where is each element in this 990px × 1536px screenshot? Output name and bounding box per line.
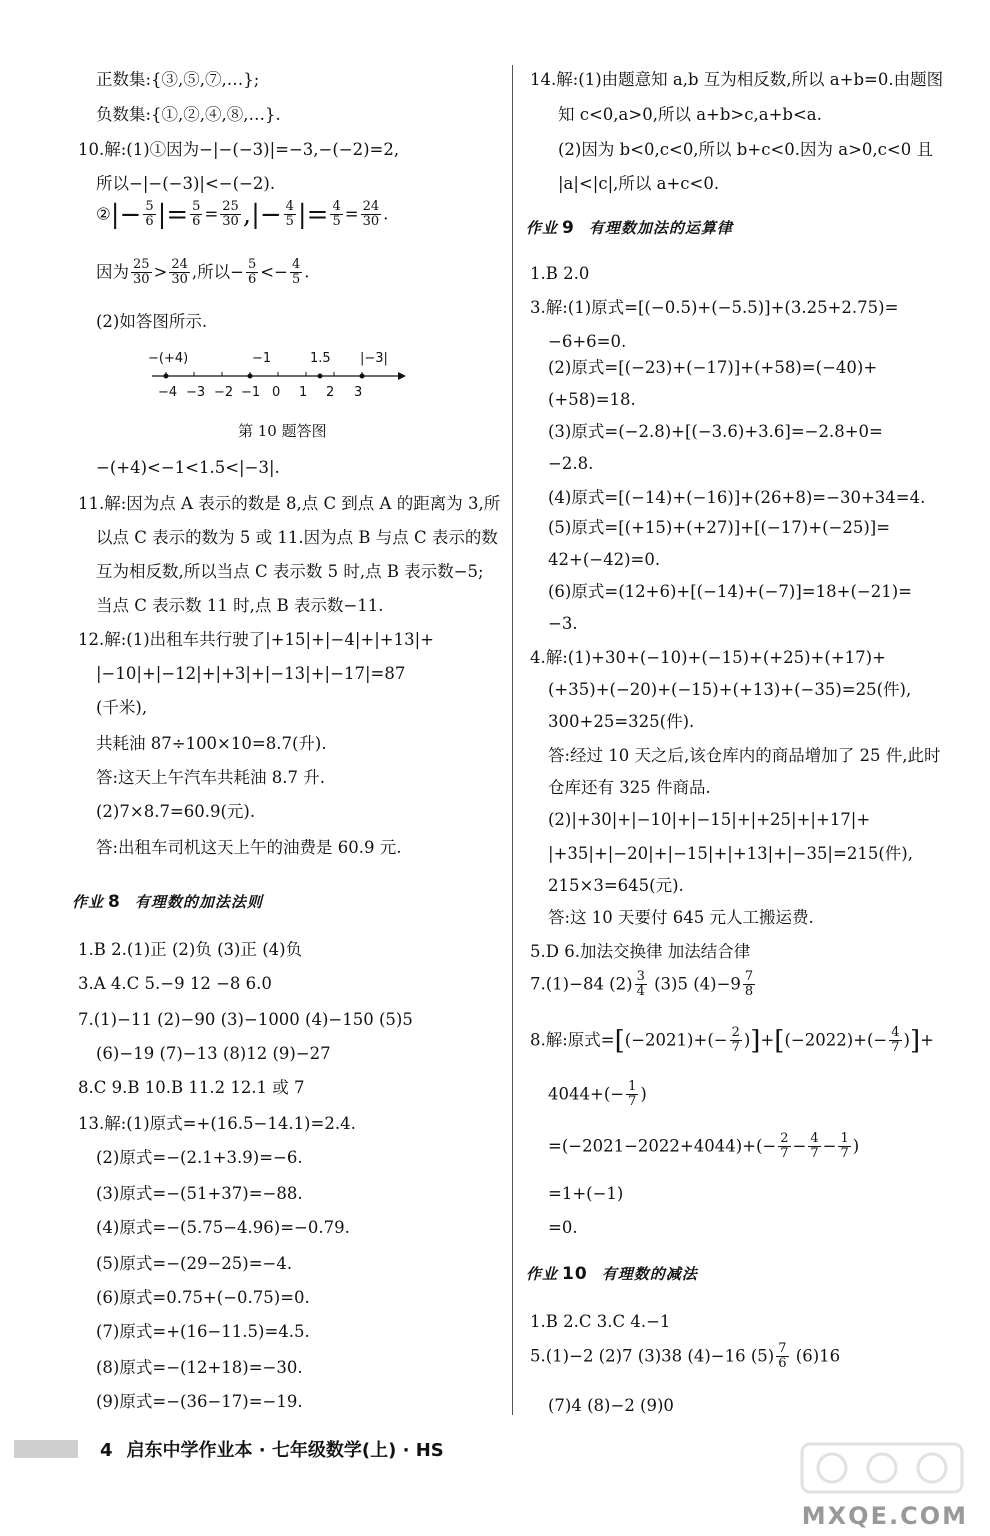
fraction: $\frac{4}{7}$ <box>810 1131 819 1162</box>
hw9-line28: =0. <box>548 1218 578 1237</box>
point-abs-neg3 <box>360 374 365 379</box>
hw9-line13: 4.解:(1)+30+(−10)+(−15)+(+25)+(+17)+ <box>530 648 886 667</box>
fraction: $\frac{4}{5}$ <box>332 199 341 230</box>
q12-line7: 答:出租车司机这天上午的油费是 60.9 元. <box>96 838 402 857</box>
fraction: $\frac{25}{30}$ <box>222 199 239 230</box>
hw10-line1: 1.B 2.C 3.C 4.−1 <box>530 1312 671 1331</box>
label-1-5: 1.5 <box>310 351 331 366</box>
fraction: $\frac{2}{7}$ <box>731 1025 740 1056</box>
hw10-line3: (7)4 (8)−2 (9)0 <box>548 1396 674 1415</box>
tick-label: −1 <box>241 385 261 400</box>
hw9-line25: 4044+(− $\frac{1}{7}$ ) <box>548 1079 647 1110</box>
hw8-line9: (4)原式=−(5.75−4.96)=−0.79. <box>96 1218 350 1237</box>
q10-result: −(+4)<−1<1.5<|−3|. <box>96 458 280 477</box>
section-title-hw9: 作业 9 有理数加法的运算律 <box>526 218 733 238</box>
q12-line4: 共耗油 87÷100×10=8.7(升). <box>96 734 327 753</box>
fraction: $\frac{3}{4}$ <box>636 969 645 1000</box>
hw8-line3: 7.(1)−11 (2)−90 (3)−1000 (4)−150 (5)5 <box>78 1010 413 1029</box>
fraction: $\frac{4}{5}$ <box>285 199 294 230</box>
fraction: $\frac{2}{7}$ <box>780 1131 789 1162</box>
footer-bar <box>14 1440 78 1458</box>
hw9-line12: −3. <box>548 614 578 633</box>
hw9-line14: (+35)+(−20)+(−15)+(+13)+(−35)=25(件), <box>548 680 912 699</box>
q12-line6: (2)7×8.7=60.9(元). <box>96 802 256 821</box>
hw8-line4: (6)−19 (7)−13 (8)12 (9)−27 <box>96 1044 331 1063</box>
section-title-hw10: 作业 10 有理数的减法 <box>526 1264 698 1284</box>
hw9-line11: (6)原式=(12+6)+[(−14)+(−7)]=18+(−21)= <box>548 582 912 601</box>
hw9-line15: 300+25=325(件). <box>548 712 695 731</box>
hw9-line17: 仓库还有 325 件商品. <box>548 778 711 797</box>
q12-line1: 12.解:(1)出租车共行驶了|+15|+|−4|+|+13|+ <box>78 630 434 649</box>
hw8-line13: (8)原式=−(12+18)=−30. <box>96 1358 303 1377</box>
q12-line3: (千米), <box>96 698 148 717</box>
hw9-line21: 答:这 10 天要付 645 元人工搬运费. <box>548 908 814 927</box>
hw9-line19: |+35|+|−20|+|−15|+|+13|+|−35|=215(件), <box>548 844 913 863</box>
fraction: $\frac{4}{5}$ <box>291 257 301 288</box>
q14-line1: 14.解:(1)由题意知 a,b 互为相反数,所以 a+b=0.由题图 <box>530 70 944 89</box>
figure-caption: 第 10 题答图 <box>238 422 327 440</box>
hw9-line1: 1.B 2.0 <box>530 264 590 283</box>
hw9-line24: 8.解:原式=[(−2021)+(− $\frac{2}{7}$ )]+[(−2022)+(− $\frac{4}{7}$ )]+ <box>530 1025 934 1056</box>
hw9-line16: 答:经过 10 天之后,该仓库内的商品增加了 25 件,此时 <box>548 746 941 765</box>
hw8-line6: 13.解:(1)原式=+(16.5−14.1)=2.4. <box>78 1114 356 1133</box>
number-line-figure <box>148 348 408 404</box>
hw8-line1: 1.B 2.(1)正 (2)负 (3)正 (4)负 <box>78 940 303 959</box>
negative-set: 负数集:{①,②,④,⑧,…}. <box>96 105 281 124</box>
q11-line3: 互为相反数,所以当点 C 表示数 5 时,点 B 表示数−5; <box>96 562 484 581</box>
hw9-line9: (5)原式=[(+15)+(+27)]+[(−17)+(−25)]= <box>548 518 891 537</box>
label-neg-plus4: −(+4) <box>148 351 189 366</box>
label-abs-neg3: |−3| <box>360 351 388 366</box>
q10-fraction-line: ②|− $\frac{5}{6}$ |= $\frac{5}{6}$ = $\frac{25}{30}$ ,|− $\frac{4}{5}$ |= $\frac{4}{5}$ = $\frac{24}{30}$ . <box>96 199 389 230</box>
hw9-line5: (+58)=18. <box>548 390 636 409</box>
hw9-line3: −6+6=0. <box>548 332 627 351</box>
fraction: $\frac{5}{6}$ <box>192 199 201 230</box>
hw8-line14: (9)原式=−(36−17)=−19. <box>96 1392 303 1411</box>
tick-label: 1 <box>299 385 308 400</box>
hw8-line11: (6)原式=0.75+(−0.75)=0. <box>96 1288 310 1307</box>
fraction: $\frac{24}{30}$ <box>362 199 380 230</box>
hw9-line6: (3)原式=(−2.8)+[(−3.6)+3.6]=−2.8+0= <box>548 422 883 441</box>
fraction: $\frac{5}{6}$ <box>145 199 154 230</box>
hw9-line4: (2)原式=[(−23)+(−17)]+(+58)=(−40)+ <box>548 358 878 377</box>
hw9-line7: −2.8. <box>548 454 594 473</box>
q11-line2: 以点 C 表示的数为 5 或 11.因为点 B 与点 C 表示的数 <box>96 528 498 547</box>
fraction: $\frac{24}{30}$ <box>171 257 188 288</box>
fraction: $\frac{25}{30}$ <box>133 257 150 288</box>
column-divider <box>512 65 513 1415</box>
tick-label: 0 <box>272 385 281 400</box>
hw9-line8: (4)原式=[(−14)+(−16)]+(26+8)=−30+34=4. <box>548 488 926 507</box>
q14-line3: (2)因为 b<0,c<0,所以 b+c<0.因为 a>0,c<0 且 <box>558 140 933 159</box>
hw8-line2: 3.A 4.C 5.−9 12 −8 6.0 <box>78 974 272 993</box>
fraction: $\frac{1}{7}$ <box>628 1079 637 1110</box>
label-neg1: −1 <box>252 351 272 366</box>
q11-line1: 11.解:因为点 A 表示的数是 8,点 C 到点 A 的距离为 3,所 <box>78 494 501 513</box>
tick-label: 3 <box>354 385 363 400</box>
hw8-line12: (7)原式=+(16−11.5)=4.5. <box>96 1322 310 1341</box>
footer-title: 4 启东中学作业本 · 七年级数学(上) · HS <box>100 1440 444 1461</box>
hw9-line18: (2)|+30|+|−10|+|−15|+|+25|+|+17|+ <box>548 810 871 829</box>
section-title-hw8: 作业 8 有理数的加法法则 <box>72 892 263 912</box>
hw8-line8: (3)原式=−(51+37)=−88. <box>96 1184 303 1203</box>
fraction: $\frac{7}{8}$ <box>744 969 754 1000</box>
q12-line5: 答:这天上午汽车共耗油 8.7 升. <box>96 768 326 787</box>
page-number: 4 <box>100 1440 113 1461</box>
point-neg1 <box>248 374 253 379</box>
hw8-line10: (5)原式=−(29−25)=−4. <box>96 1254 293 1273</box>
hw9-line23: 7.(1)−84 (2) $\frac{3}{4}$ (3)5 (4)−9 $\frac{7}{8}$ <box>530 969 754 1000</box>
point-1-5 <box>318 374 323 379</box>
hw10-line2: 5.(1)−2 (2)7 (3)38 (4)−16 (5) $\frac{7}{6}$ (6)16 <box>530 1341 841 1372</box>
watermark-text: MXQE.COM <box>801 1502 968 1530</box>
q14-line4: |a|<|c|,所以 a+c<0. <box>558 174 720 193</box>
q10-compare-line: 因为 $\frac{25}{30}$ > $\frac{24}{30}$ ,所以− $\frac{5}{6}$ <− $\frac{4}{5}$ . <box>96 257 310 288</box>
hw9-line10: 42+(−42)=0. <box>548 550 661 569</box>
q10-line2: 所以−|−(−3)|<−(−2). <box>96 174 276 193</box>
q10-line1: 10.解:(1)①因为−|−(−3)|=−3,−(−2)=2, <box>78 140 400 159</box>
point-neg-plus4 <box>164 374 169 379</box>
q11-line4: 当点 C 表示数 11 时,点 B 表示数−11. <box>96 596 384 615</box>
hw9-line2: 3.解:(1)原式=[(−0.5)+(−5.5)]+(3.25+2.75)= <box>530 298 899 317</box>
tick-label: 2 <box>326 385 335 400</box>
fraction: $\frac{5}{6}$ <box>248 257 257 288</box>
q10-part2: (2)如答图所示. <box>96 312 208 331</box>
q14-line2: 知 c<0,a>0,所以 a+b>c,a+b<a. <box>558 105 822 124</box>
positive-set: 正数集:{③,⑤,⑦,…}; <box>96 70 260 89</box>
fraction: $\frac{7}{6}$ <box>778 1341 787 1372</box>
hw9-line22: 5.D 6.加法交换律 加法结合律 <box>530 942 751 961</box>
hw8-line5: 8.C 9.B 10.B 11.2 12.1 或 7 <box>78 1078 305 1097</box>
tick-label: −4 <box>158 385 178 400</box>
hw9-line27: =1+(−1) <box>548 1184 624 1203</box>
fraction: $\frac{4}{7}$ <box>891 1025 900 1056</box>
axis-arrow <box>398 372 406 380</box>
hw8-line7: (2)原式=−(2.1+3.9)=−6. <box>96 1148 303 1167</box>
hw9-line20: 215×3=645(元). <box>548 876 684 895</box>
tick-label: −2 <box>214 385 234 400</box>
q12-line2: |−10|+|−12|+|+3|+|−13|+|−17|=87 <box>96 664 406 683</box>
hw9-line26: =(−2021−2022+4044)+(− $\frac{2}{7}$ − $\frac{4}{7}$ − $\frac{1}{7}$ ) <box>548 1131 860 1162</box>
tick-label: −3 <box>186 385 206 400</box>
fraction: $\frac{1}{7}$ <box>840 1131 849 1162</box>
